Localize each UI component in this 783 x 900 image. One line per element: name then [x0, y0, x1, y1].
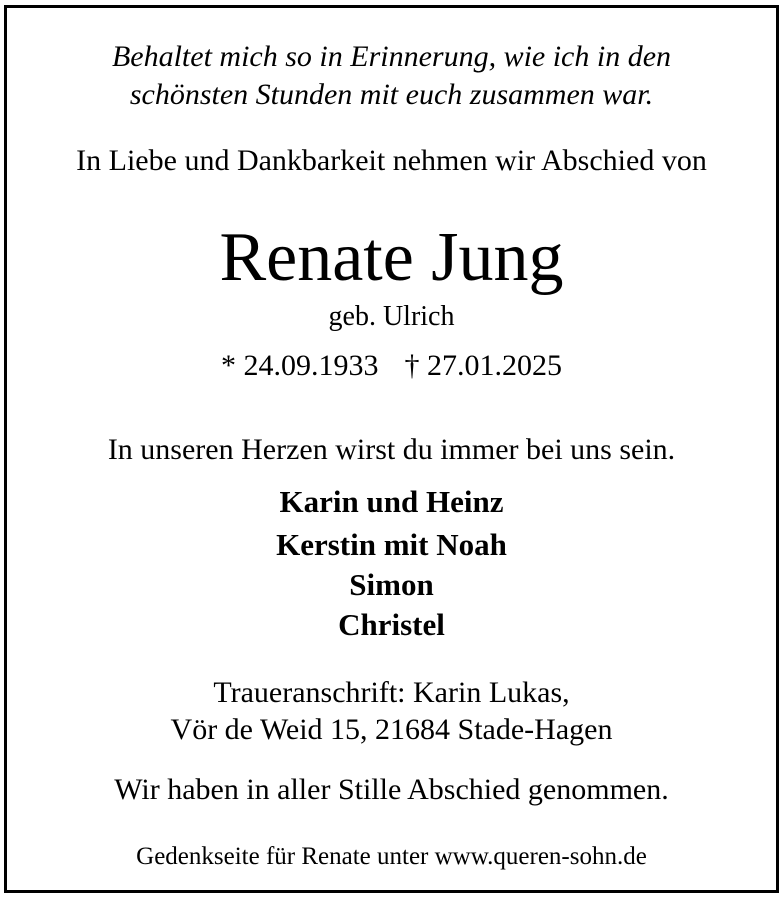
motto-line-1: Behaltet mich so in Erinnerung, wie ich in den — [111, 40, 672, 73]
address-line-1: Traueranschrift: Karin Lukas, — [213, 676, 570, 709]
memorial-link: Gedenkseite für Renate unter www.queren-sohn.de — [136, 843, 647, 870]
death-date: † 27.01.2025 — [404, 349, 562, 382]
motto-line-2: schönsten Stunden mit euch zusammen war. — [129, 78, 654, 111]
silence-line: Wir haben in aller Stille Abschied genommen. — [114, 773, 669, 806]
mourner-3: Simon — [349, 567, 434, 602]
intro-text: In Liebe und Dankbarkeit nehmen wir Abschied von — [76, 144, 707, 177]
birth-date: * 24.09.1933 — [221, 349, 379, 382]
mourner-4: Christel — [338, 607, 445, 642]
birth-name: geb. Ulrich — [328, 301, 455, 332]
heart-line: In unseren Herzen wirst du immer bei uns sein. — [107, 433, 676, 466]
deceased-name: Renate Jung — [219, 219, 564, 296]
mourner-2: Kerstin mit Noah — [276, 527, 507, 562]
life-dates — [0, 349, 783, 383]
mourner-1: Karin und Heinz — [279, 484, 504, 519]
address-line-2: Vör de Weid 15, 21684 Stade-Hagen — [170, 713, 613, 746]
